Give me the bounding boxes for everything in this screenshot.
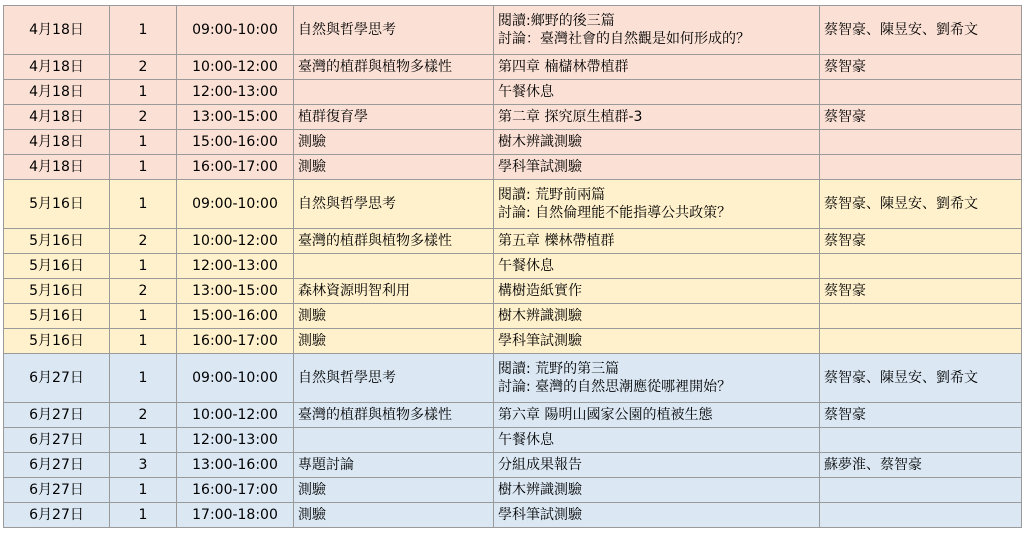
date-cell: 5月16日 <box>4 279 110 304</box>
teacher-cell: 蔡智豪 <box>820 105 1022 130</box>
content-line: 分組成果報告 <box>498 457 582 473</box>
time-cell: 16:00-17:00 <box>177 329 294 354</box>
teacher-cell: 蔡智豪、陳昱安、劉希文 <box>820 6 1022 55</box>
hours-cell: 1 <box>110 6 177 55</box>
time-cell: 09:00-10:00 <box>177 354 294 403</box>
content-cell <box>494 180 820 229</box>
hours-cell: 2 <box>110 55 177 80</box>
teacher-cell <box>820 80 1022 105</box>
hours-cell: 2 <box>110 229 177 254</box>
date-cell: 4月18日 <box>4 155 110 180</box>
date-cell: 4月18日 <box>4 130 110 155</box>
time-cell: 10:00-12:00 <box>177 403 294 428</box>
teacher-cell: 蘇夢淮、蔡智豪 <box>820 453 1022 478</box>
course-cell: 測驗 <box>294 155 494 180</box>
table-row <box>4 329 1022 354</box>
course-cell: 測驗 <box>294 503 494 528</box>
date-cell: 5月16日 <box>4 329 110 354</box>
date-cell: 6月27日 <box>4 428 110 453</box>
table-row <box>4 80 1022 105</box>
time-cell: 10:00-12:00 <box>177 55 294 80</box>
hours-cell: 1 <box>110 155 177 180</box>
time-cell: 15:00-16:00 <box>177 304 294 329</box>
course-cell: 自然與哲學思考 <box>294 6 494 55</box>
table-row <box>4 155 1022 180</box>
table-row <box>4 304 1022 329</box>
teacher-cell <box>820 503 1022 528</box>
content-cell <box>494 229 820 254</box>
time-cell: 16:00-17:00 <box>177 155 294 180</box>
course-cell <box>294 428 494 453</box>
hours-cell: 2 <box>110 105 177 130</box>
teacher-cell: 蔡智豪 <box>820 229 1022 254</box>
content-cell <box>494 254 820 279</box>
table-row <box>4 130 1022 155</box>
content-line: 學科筆試測驗 <box>498 333 582 349</box>
teacher-cell: 蔡智豪、陳昱安、劉希文 <box>820 354 1022 403</box>
date-cell: 5月16日 <box>4 180 110 229</box>
content-line: 樹木辨識測驗 <box>498 134 582 150</box>
content-cell <box>494 403 820 428</box>
date-cell: 6月27日 <box>4 403 110 428</box>
teacher-cell <box>820 130 1022 155</box>
content-cell <box>494 478 820 503</box>
course-cell: 自然與哲學思考 <box>294 180 494 229</box>
course-cell <box>294 80 494 105</box>
course-cell: 測驗 <box>294 478 494 503</box>
table-row <box>4 55 1022 80</box>
table-row <box>4 453 1022 478</box>
time-cell: 09:00-10:00 <box>177 180 294 229</box>
hours-cell: 1 <box>110 130 177 155</box>
hours-cell: 1 <box>110 329 177 354</box>
time-cell: 17:00-18:00 <box>177 503 294 528</box>
content-line: 閱讀: 荒野的第三篇 <box>498 361 620 377</box>
hours-cell: 1 <box>110 503 177 528</box>
content-cell <box>494 279 820 304</box>
course-cell: 植群復育學 <box>294 105 494 130</box>
time-cell: 12:00-13:00 <box>177 80 294 105</box>
teacher-cell <box>820 155 1022 180</box>
content-line: 構樹造紙實作 <box>498 283 582 299</box>
content-line: 午餐休息 <box>498 84 554 100</box>
teacher-cell: 蔡智豪 <box>820 279 1022 304</box>
content-line: 第四章 楠櫧林帶植群 <box>498 59 629 75</box>
content-cell <box>494 80 820 105</box>
time-cell: 13:00-15:00 <box>177 279 294 304</box>
teacher-cell <box>820 304 1022 329</box>
content-cell <box>494 503 820 528</box>
time-cell: 10:00-12:00 <box>177 229 294 254</box>
teacher-cell: 蔡智豪、陳昱安、劉希文 <box>820 180 1022 229</box>
table-row <box>4 428 1022 453</box>
hours-cell: 1 <box>110 428 177 453</box>
time-cell: 09:00-10:00 <box>177 6 294 55</box>
course-cell: 臺灣的植群與植物多樣性 <box>294 229 494 254</box>
content-line: 討論: 臺灣的自然思潮應從哪裡開始？ <box>498 379 732 395</box>
teacher-cell <box>820 254 1022 279</box>
date-cell: 4月18日 <box>4 105 110 130</box>
date-cell: 5月16日 <box>4 229 110 254</box>
time-cell: 13:00-16:00 <box>177 453 294 478</box>
date-cell: 5月16日 <box>4 304 110 329</box>
time-cell: 16:00-17:00 <box>177 478 294 503</box>
content-line: 第六章 陽明山國家公園的植被生態 <box>498 407 713 423</box>
content-line: 閱讀: 荒野前兩篇 <box>498 187 606 203</box>
content-cell <box>494 155 820 180</box>
content-cell <box>494 130 820 155</box>
hours-cell: 1 <box>110 478 177 503</box>
content-line: 第五章 櫟林帶植群 <box>498 233 615 249</box>
content-cell <box>494 453 820 478</box>
time-cell: 13:00-15:00 <box>177 105 294 130</box>
content-cell <box>494 105 820 130</box>
content-cell <box>494 6 820 55</box>
content-line: 討論: 自然倫理能不能指導公共政策？ <box>498 205 732 221</box>
hours-cell: 1 <box>110 304 177 329</box>
content-line: 學科筆試測驗 <box>498 159 582 175</box>
hours-cell: 1 <box>110 354 177 403</box>
date-cell: 6月27日 <box>4 354 110 403</box>
course-cell: 臺灣的植群與植物多樣性 <box>294 403 494 428</box>
hours-cell: 1 <box>110 254 177 279</box>
table-row <box>4 6 1022 55</box>
content-cell <box>494 354 820 403</box>
time-cell: 12:00-13:00 <box>177 254 294 279</box>
content-cell <box>494 55 820 80</box>
table-row <box>4 180 1022 229</box>
table-row <box>4 354 1022 403</box>
table-row <box>4 279 1022 304</box>
table-row <box>4 105 1022 130</box>
course-cell: 臺灣的植群與植物多樣性 <box>294 55 494 80</box>
hours-cell: 2 <box>110 403 177 428</box>
time-cell: 12:00-13:00 <box>177 428 294 453</box>
date-cell: 6月27日 <box>4 478 110 503</box>
content-line: 樹木辨識測驗 <box>498 482 582 498</box>
date-cell: 6月27日 <box>4 453 110 478</box>
hours-cell: 1 <box>110 80 177 105</box>
teacher-cell <box>820 329 1022 354</box>
time-cell: 15:00-16:00 <box>177 130 294 155</box>
table-row <box>4 254 1022 279</box>
date-cell: 4月18日 <box>4 80 110 105</box>
date-cell: 6月27日 <box>4 503 110 528</box>
course-cell <box>294 254 494 279</box>
content-line: 午餐休息 <box>498 258 554 274</box>
hours-cell: 3 <box>110 453 177 478</box>
date-cell: 5月16日 <box>4 254 110 279</box>
course-cell: 測驗 <box>294 304 494 329</box>
table-row <box>4 503 1022 528</box>
date-cell: 4月18日 <box>4 6 110 55</box>
content-line: 第二章 探究原生植群-3 <box>498 109 643 125</box>
course-cell: 測驗 <box>294 329 494 354</box>
course-schedule-table <box>3 5 1022 528</box>
content-cell <box>494 428 820 453</box>
schedule-body <box>4 6 1022 528</box>
table-row <box>4 403 1022 428</box>
table-row <box>4 229 1022 254</box>
content-line: 學科筆試測驗 <box>498 507 582 523</box>
course-cell: 專題討論 <box>294 453 494 478</box>
teacher-cell <box>820 428 1022 453</box>
course-cell: 測驗 <box>294 130 494 155</box>
content-cell <box>494 304 820 329</box>
course-cell: 森林資源明智利用 <box>294 279 494 304</box>
date-cell: 4月18日 <box>4 55 110 80</box>
content-line: 閱讀:鄉野的後三篇 <box>498 13 615 29</box>
teacher-cell: 蔡智豪 <box>820 403 1022 428</box>
hours-cell: 1 <box>110 180 177 229</box>
hours-cell: 2 <box>110 279 177 304</box>
content-line: 討論：臺灣社會的自然觀是如何形成的？ <box>498 31 750 47</box>
teacher-cell: 蔡智豪 <box>820 55 1022 80</box>
content-line: 樹木辨識測驗 <box>498 308 582 324</box>
content-line: 午餐休息 <box>498 432 554 448</box>
teacher-cell <box>820 478 1022 503</box>
table-row <box>4 478 1022 503</box>
course-cell: 自然與哲學思考 <box>294 354 494 403</box>
content-cell <box>494 329 820 354</box>
